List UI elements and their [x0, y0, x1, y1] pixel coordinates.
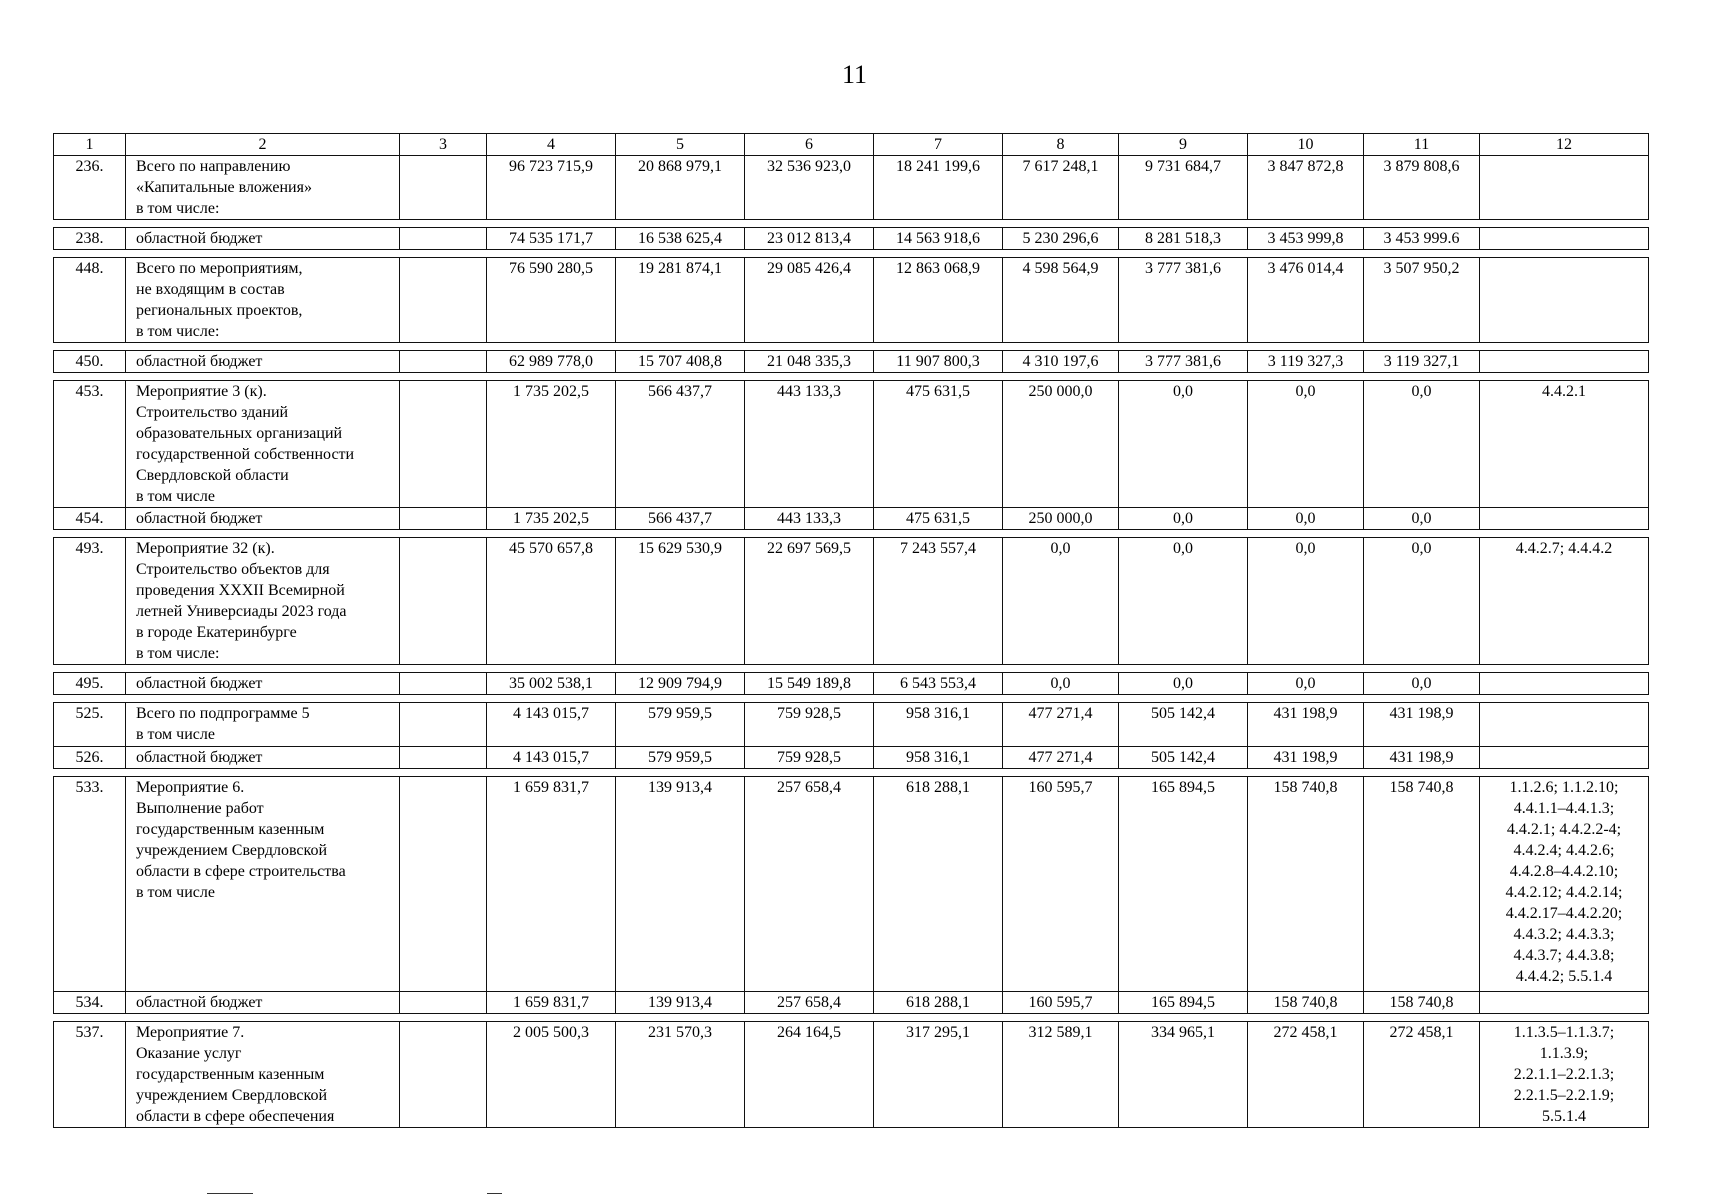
value-cell: 29 085 426,4 [745, 258, 874, 343]
row-separator [54, 695, 1649, 703]
row-number: 236. [54, 156, 126, 220]
target-ref-cell [1480, 508, 1649, 530]
row-number: 525. [54, 703, 126, 747]
column-header: 4 [487, 134, 616, 156]
value-cell: 257 658,4 [745, 777, 874, 992]
target-ref-cell [1480, 228, 1649, 250]
col3-cell [400, 538, 487, 665]
value-cell: 35 002 538,1 [487, 673, 616, 695]
row-name: Мероприятие 32 (к). Строительство объектов для проведения XXXII Всемирной летней Универсиады 2023 года в городе Екатеринбурге в том числе: [126, 538, 400, 665]
value-cell: 0,0 [1364, 538, 1480, 665]
value-cell: 4 143 015,7 [487, 703, 616, 747]
row-name: областной бюджет [126, 228, 400, 250]
value-cell: 45 570 657,8 [487, 538, 616, 665]
separator-cell [54, 373, 1649, 381]
row-number: 450. [54, 351, 126, 373]
value-cell: 759 928,5 [745, 747, 874, 769]
column-header: 1 [54, 134, 126, 156]
value-cell: 158 740,8 [1248, 992, 1364, 1014]
value-cell: 477 271,4 [1003, 747, 1119, 769]
table-row [54, 992, 1649, 1014]
col3-cell [400, 703, 487, 747]
column-header: 11 [1364, 134, 1480, 156]
value-cell: 431 198,9 [1364, 747, 1480, 769]
row-separator [54, 665, 1649, 673]
value-cell: 272 458,1 [1248, 1022, 1364, 1128]
col3-cell [400, 747, 487, 769]
value-cell: 0,0 [1248, 673, 1364, 695]
value-cell: 139 913,4 [616, 992, 745, 1014]
column-header: 7 [874, 134, 1003, 156]
value-cell: 0,0 [1003, 673, 1119, 695]
separator-cell [54, 530, 1649, 538]
value-cell: 11 907 800,3 [874, 351, 1003, 373]
value-cell: 12 863 068,9 [874, 258, 1003, 343]
value-cell: 0,0 [1248, 381, 1364, 508]
value-cell: 4 310 197,6 [1003, 351, 1119, 373]
col3-cell [400, 777, 487, 992]
value-cell: 20 868 979,1 [616, 156, 745, 220]
value-cell: 76 590 280,5 [487, 258, 616, 343]
value-cell: 15 707 408,8 [616, 351, 745, 373]
row-name: Всего по направлению «Капитальные вложения» в том числе: [126, 156, 400, 220]
column-header: 2 [126, 134, 400, 156]
value-cell: 475 631,5 [874, 381, 1003, 508]
value-cell: 139 913,4 [616, 777, 745, 992]
bottom-scan-marks [0, 1193, 1709, 1197]
row-number: 454. [54, 508, 126, 530]
value-cell: 160 595,7 [1003, 777, 1119, 992]
col3-cell [400, 258, 487, 343]
row-number: 537. [54, 1022, 126, 1128]
value-cell: 9 731 684,7 [1119, 156, 1248, 220]
target-ref-cell [1480, 703, 1649, 747]
table-row [54, 538, 1649, 665]
budget-table [53, 133, 1649, 1128]
column-header: 10 [1248, 134, 1364, 156]
target-ref-cell [1480, 156, 1649, 220]
column-header: 9 [1119, 134, 1248, 156]
value-cell: 618 288,1 [874, 992, 1003, 1014]
target-ref-cell: 4.4.2.1 [1480, 381, 1649, 508]
target-ref-cell [1480, 351, 1649, 373]
value-cell: 1 735 202,5 [487, 508, 616, 530]
value-cell: 3 777 381,6 [1119, 351, 1248, 373]
value-cell: 443 133,3 [745, 381, 874, 508]
value-cell: 475 631,5 [874, 508, 1003, 530]
value-cell: 0,0 [1248, 538, 1364, 665]
value-cell: 15 629 530,9 [616, 538, 745, 665]
value-cell: 579 959,5 [616, 747, 745, 769]
separator-cell [54, 250, 1649, 258]
column-header: 5 [616, 134, 745, 156]
value-cell: 1 659 831,7 [487, 992, 616, 1014]
value-cell: 158 740,8 [1364, 777, 1480, 992]
row-number: 495. [54, 673, 126, 695]
target-ref-cell [1480, 992, 1649, 1014]
value-cell: 32 536 923,0 [745, 156, 874, 220]
column-header: 12 [1480, 134, 1649, 156]
value-cell: 1 659 831,7 [487, 777, 616, 992]
value-cell: 4 598 564,9 [1003, 258, 1119, 343]
value-cell: 22 697 569,5 [745, 538, 874, 665]
value-cell: 74 535 171,7 [487, 228, 616, 250]
value-cell: 0,0 [1248, 508, 1364, 530]
row-name: Всего по мероприятиям, не входящим в состав региональных проектов, в том числе: [126, 258, 400, 343]
row-number: 526. [54, 747, 126, 769]
value-cell: 160 595,7 [1003, 992, 1119, 1014]
value-cell: 0,0 [1119, 508, 1248, 530]
value-cell: 62 989 778,0 [487, 351, 616, 373]
value-cell: 3 453 999.6 [1364, 228, 1480, 250]
row-name: Мероприятие 7. Оказание услуг государственным казенным учреждением Свердловской области в сфере обеспечения [126, 1022, 400, 1128]
value-cell: 18 241 199,6 [874, 156, 1003, 220]
col3-cell [400, 508, 487, 530]
column-header: 3 [400, 134, 487, 156]
col3-cell [400, 351, 487, 373]
row-separator [54, 220, 1649, 228]
row-name: областной бюджет [126, 508, 400, 530]
value-cell: 96 723 715,9 [487, 156, 616, 220]
value-cell: 0,0 [1003, 538, 1119, 665]
value-cell: 19 281 874,1 [616, 258, 745, 343]
row-separator [54, 530, 1649, 538]
value-cell: 759 928,5 [745, 703, 874, 747]
separator-cell [54, 1014, 1649, 1022]
value-cell: 431 198,9 [1364, 703, 1480, 747]
value-cell: 1 735 202,5 [487, 381, 616, 508]
col3-cell [400, 156, 487, 220]
value-cell: 23 012 813,4 [745, 228, 874, 250]
value-cell: 334 965,1 [1119, 1022, 1248, 1128]
value-cell: 16 538 625,4 [616, 228, 745, 250]
row-number: 493. [54, 538, 126, 665]
value-cell: 6 543 553,4 [874, 673, 1003, 695]
value-cell: 3 777 381,6 [1119, 258, 1248, 343]
col3-cell [400, 228, 487, 250]
value-cell: 5 230 296,6 [1003, 228, 1119, 250]
value-cell: 443 133,3 [745, 508, 874, 530]
col3-cell [400, 992, 487, 1014]
target-ref-cell [1480, 747, 1649, 769]
value-cell: 272 458,1 [1364, 1022, 1480, 1128]
row-separator [54, 343, 1649, 351]
row-name: Мероприятие 3 (к). Строительство зданий образовательных организаций государственной собственности Свердловской области в том числе [126, 381, 400, 508]
value-cell: 505 142,4 [1119, 703, 1248, 747]
table-header-row [54, 134, 1649, 156]
value-cell: 618 288,1 [874, 777, 1003, 992]
value-cell: 0,0 [1364, 381, 1480, 508]
row-name: Всего по подпрограмме 5 в том числе [126, 703, 400, 747]
value-cell: 15 549 189,8 [745, 673, 874, 695]
value-cell: 0,0 [1119, 538, 1248, 665]
value-cell: 579 959,5 [616, 703, 745, 747]
value-cell: 165 894,5 [1119, 992, 1248, 1014]
value-cell: 250 000,0 [1003, 381, 1119, 508]
row-number: 533. [54, 777, 126, 992]
column-header: 6 [745, 134, 874, 156]
value-cell: 431 198,9 [1248, 747, 1364, 769]
table-row [54, 673, 1649, 695]
value-cell: 312 589,1 [1003, 1022, 1119, 1128]
row-name: областной бюджет [126, 747, 400, 769]
value-cell: 566 437,7 [616, 508, 745, 530]
col3-cell [400, 673, 487, 695]
separator-cell [54, 769, 1649, 777]
table-row [54, 1022, 1649, 1128]
row-number: 238. [54, 228, 126, 250]
value-cell: 14 563 918,6 [874, 228, 1003, 250]
target-ref-cell: 1.1.3.5–1.1.3.7; 1.1.3.9; 2.2.1.1–2.2.1.3; 2.2.1.5–2.2.1.9; 5.5.1.4 [1480, 1022, 1649, 1128]
value-cell: 0,0 [1119, 381, 1248, 508]
value-cell: 317 295,1 [874, 1022, 1003, 1128]
row-name: областной бюджет [126, 673, 400, 695]
row-separator [54, 769, 1649, 777]
row-number: 448. [54, 258, 126, 343]
value-cell: 165 894,5 [1119, 777, 1248, 992]
row-separator [54, 250, 1649, 258]
separator-cell [54, 343, 1649, 351]
table-row [54, 777, 1649, 992]
value-cell: 257 658,4 [745, 992, 874, 1014]
value-cell: 0,0 [1364, 508, 1480, 530]
page-number: 11 [841, 60, 868, 89]
separator-cell [54, 695, 1649, 703]
value-cell: 0,0 [1119, 673, 1248, 695]
target-ref-cell [1480, 673, 1649, 695]
separator-cell [54, 665, 1649, 673]
row-separator [54, 373, 1649, 381]
table-row [54, 351, 1649, 373]
value-cell: 7 243 557,4 [874, 538, 1003, 665]
row-name: областной бюджет [126, 992, 400, 1014]
table-row [54, 228, 1649, 250]
table-row [54, 258, 1649, 343]
table-row [54, 508, 1649, 530]
value-cell: 4 143 015,7 [487, 747, 616, 769]
table-row [54, 381, 1649, 508]
col3-cell [400, 381, 487, 508]
value-cell: 7 617 248,1 [1003, 156, 1119, 220]
value-cell: 3 119 327,1 [1364, 351, 1480, 373]
value-cell: 2 005 500,3 [487, 1022, 616, 1128]
value-cell: 958 316,1 [874, 747, 1003, 769]
value-cell: 250 000,0 [1003, 508, 1119, 530]
value-cell: 158 740,8 [1364, 992, 1480, 1014]
target-ref-cell: 1.1.2.6; 1.1.2.10; 4.4.1.1–4.4.1.3; 4.4.2.1; 4.4.2.2-4; 4.4.2.4; 4.4.2.6; 4.4.2.8–4.4.2.10; 4.4.2.12; 4.4.2.14; 4.4.2.17–4.4.2.20; 4.4.3.2; 4.4.3.3; 4.4.3.7; 4.4.3.8; 4.4.4.2; 5.5.1.4 [1480, 777, 1649, 992]
value-cell: 3 453 999,8 [1248, 228, 1364, 250]
value-cell: 3 119 327,3 [1248, 351, 1364, 373]
col3-cell [400, 1022, 487, 1128]
separator-cell [54, 220, 1649, 228]
value-cell: 505 142,4 [1119, 747, 1248, 769]
value-cell: 21 048 335,3 [745, 351, 874, 373]
column-header: 8 [1003, 134, 1119, 156]
value-cell: 3 879 808,6 [1364, 156, 1480, 220]
target-ref-cell: 4.4.2.7; 4.4.4.2 [1480, 538, 1649, 665]
row-separator [54, 1014, 1649, 1022]
target-ref-cell [1480, 258, 1649, 343]
value-cell: 8 281 518,3 [1119, 228, 1248, 250]
value-cell: 0,0 [1364, 673, 1480, 695]
value-cell: 566 437,7 [616, 381, 745, 508]
table-row [54, 156, 1649, 220]
value-cell: 958 316,1 [874, 703, 1003, 747]
table-row [54, 703, 1649, 747]
value-cell: 3 847 872,8 [1248, 156, 1364, 220]
row-number: 534. [54, 992, 126, 1014]
value-cell: 431 198,9 [1248, 703, 1364, 747]
row-name: Мероприятие 6. Выполнение работ государственным казенным учреждением Свердловской области в сфере строительства в том числе [126, 777, 400, 992]
value-cell: 12 909 794,9 [616, 673, 745, 695]
row-name: областной бюджет [126, 351, 400, 373]
value-cell: 158 740,8 [1248, 777, 1364, 992]
table-row [54, 747, 1649, 769]
value-cell: 264 164,5 [745, 1022, 874, 1128]
value-cell: 477 271,4 [1003, 703, 1119, 747]
row-number: 453. [54, 381, 126, 508]
value-cell: 3 507 950,2 [1364, 258, 1480, 343]
value-cell: 231 570,3 [616, 1022, 745, 1128]
value-cell: 3 476 014,4 [1248, 258, 1364, 343]
